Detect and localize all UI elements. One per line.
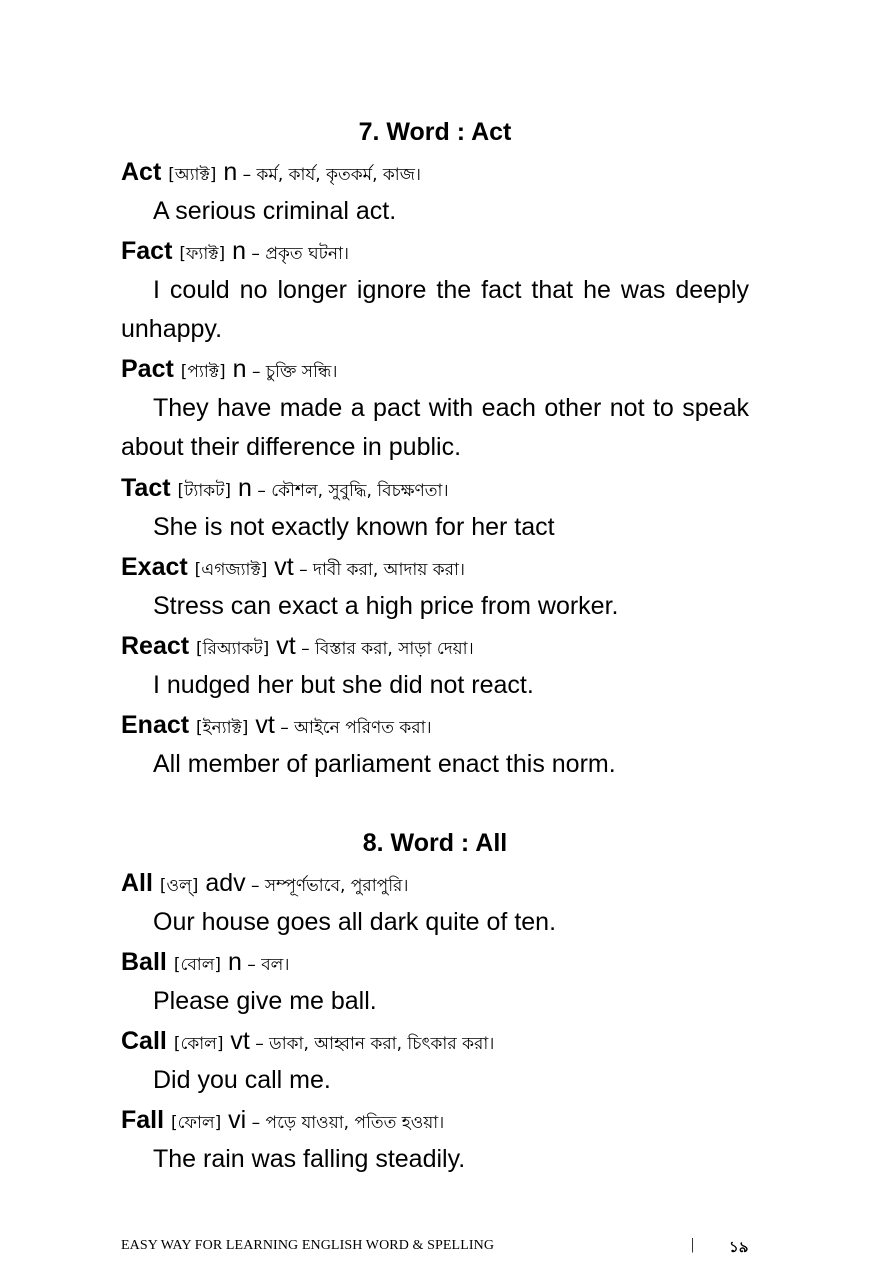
part-of-speech: n — [223, 158, 238, 186]
example-sentence: The rain was falling steadily. — [153, 1145, 466, 1173]
meaning: – বিস্তার করা, সাড়া দেয়া। — [295, 639, 474, 659]
meaning: – ডাকা, আহ্বান করা, চিৎকার করা। — [249, 1034, 495, 1054]
headword: Call — [121, 1027, 167, 1055]
entry-line — [121, 710, 749, 743]
part-of-speech: vt — [230, 1027, 250, 1055]
part-of-speech: vt — [274, 553, 294, 581]
entry-line — [121, 157, 749, 190]
headword: Fact — [121, 237, 173, 265]
entry-line — [121, 631, 749, 664]
example-sentence: She is not exactly known for her tact — [153, 513, 555, 541]
footer-book-title: EASY WAY FOR LEARNING ENGLISH WORD & SPELLING — [121, 1238, 495, 1253]
part-of-speech: vi — [228, 1106, 247, 1134]
section-title: 7. Word : Act — [358, 118, 512, 146]
entry-line — [121, 473, 749, 506]
pronunciation: [এগজ্যাক্ট] — [194, 560, 268, 580]
example-sentence: I could no longer ignore the fact that he was deeply unhappy. — [121, 276, 749, 343]
headword: Ball — [121, 948, 167, 976]
part-of-speech: adv — [205, 869, 246, 897]
headword: Tact — [121, 474, 171, 502]
example-sentence: Our house goes all dark quite of ten. — [153, 908, 557, 936]
headword: Fall — [121, 1106, 165, 1134]
headword: Exact — [121, 553, 188, 581]
pronunciation: [অ্যাক্ট] — [168, 165, 217, 185]
example-sentence: Stress can exact a high price from worker. — [153, 592, 619, 620]
pronunciation: [ফোল] — [171, 1113, 222, 1133]
headword: Pact — [121, 355, 174, 383]
entry-line — [121, 1026, 749, 1059]
meaning: – দাবী করা, আদায় করা। — [293, 560, 465, 580]
example-sentence: They have made a pact with each other not to speak about their difference in public. — [121, 394, 749, 461]
pronunciation: [রিঅ্যাকট] — [196, 639, 270, 659]
pronunciation: [কোল] — [173, 1034, 224, 1054]
headword: React — [121, 632, 190, 660]
section-title: 8. Word : All — [362, 829, 508, 857]
example-sentence: Please give me ball. — [153, 987, 377, 1015]
part-of-speech: vt — [255, 711, 275, 739]
part-of-speech: n — [232, 237, 247, 265]
pronunciation: [প্যাক্ট] — [180, 362, 226, 382]
entry-line — [121, 1105, 749, 1138]
page-footer — [121, 1236, 749, 1256]
example-sentence: I nudged her but she did not react. — [153, 671, 534, 699]
part-of-speech: vt — [276, 632, 296, 660]
meaning: – কৌশল, সুবুদ্ধি, বিচক্ষণতা। — [251, 481, 449, 501]
headword: Enact — [121, 711, 190, 739]
pronunciation: [ট্যাকট] — [177, 481, 232, 501]
pronunciation: [ফ্যাক্ট] — [179, 244, 226, 264]
meaning: – চুক্তি সন্ধি। — [246, 362, 338, 382]
entry-line — [121, 354, 749, 387]
pronunciation: [ওল্] — [159, 876, 199, 896]
example-sentence: Did you call me. — [153, 1066, 331, 1094]
example-sentence: All member of parliament enact this norm. — [153, 750, 616, 778]
entry-line — [121, 236, 749, 269]
part-of-speech: n — [228, 948, 242, 976]
entry-line — [121, 868, 749, 901]
pronunciation: [বোল] — [173, 955, 222, 975]
part-of-speech: n — [238, 474, 252, 502]
pronunciation: [ইন্যাক্ট] — [196, 718, 249, 738]
entry-line — [121, 552, 749, 585]
example-sentence: A serious criminal act. — [153, 197, 397, 225]
meaning: – পড়ে যাওয়া, পতিত হওয়া। — [246, 1113, 445, 1133]
page-number: ১৯ — [729, 1238, 749, 1256]
meaning: – কর্ম, কার্য, কৃতকর্ম, কাজ। — [237, 165, 421, 185]
footer-separator: | — [691, 1236, 695, 1253]
headword: All — [121, 869, 153, 897]
headword: Act — [121, 158, 162, 186]
meaning: – বল। — [241, 955, 290, 975]
part-of-speech: n — [232, 355, 247, 383]
meaning: – সম্পূর্ণভাবে, পুরাপুরি। — [245, 876, 409, 896]
meaning: – আইনে পরিণত করা। — [274, 718, 432, 738]
entry-line — [121, 947, 749, 980]
meaning: – প্রকৃত ঘটনা। — [246, 244, 350, 264]
